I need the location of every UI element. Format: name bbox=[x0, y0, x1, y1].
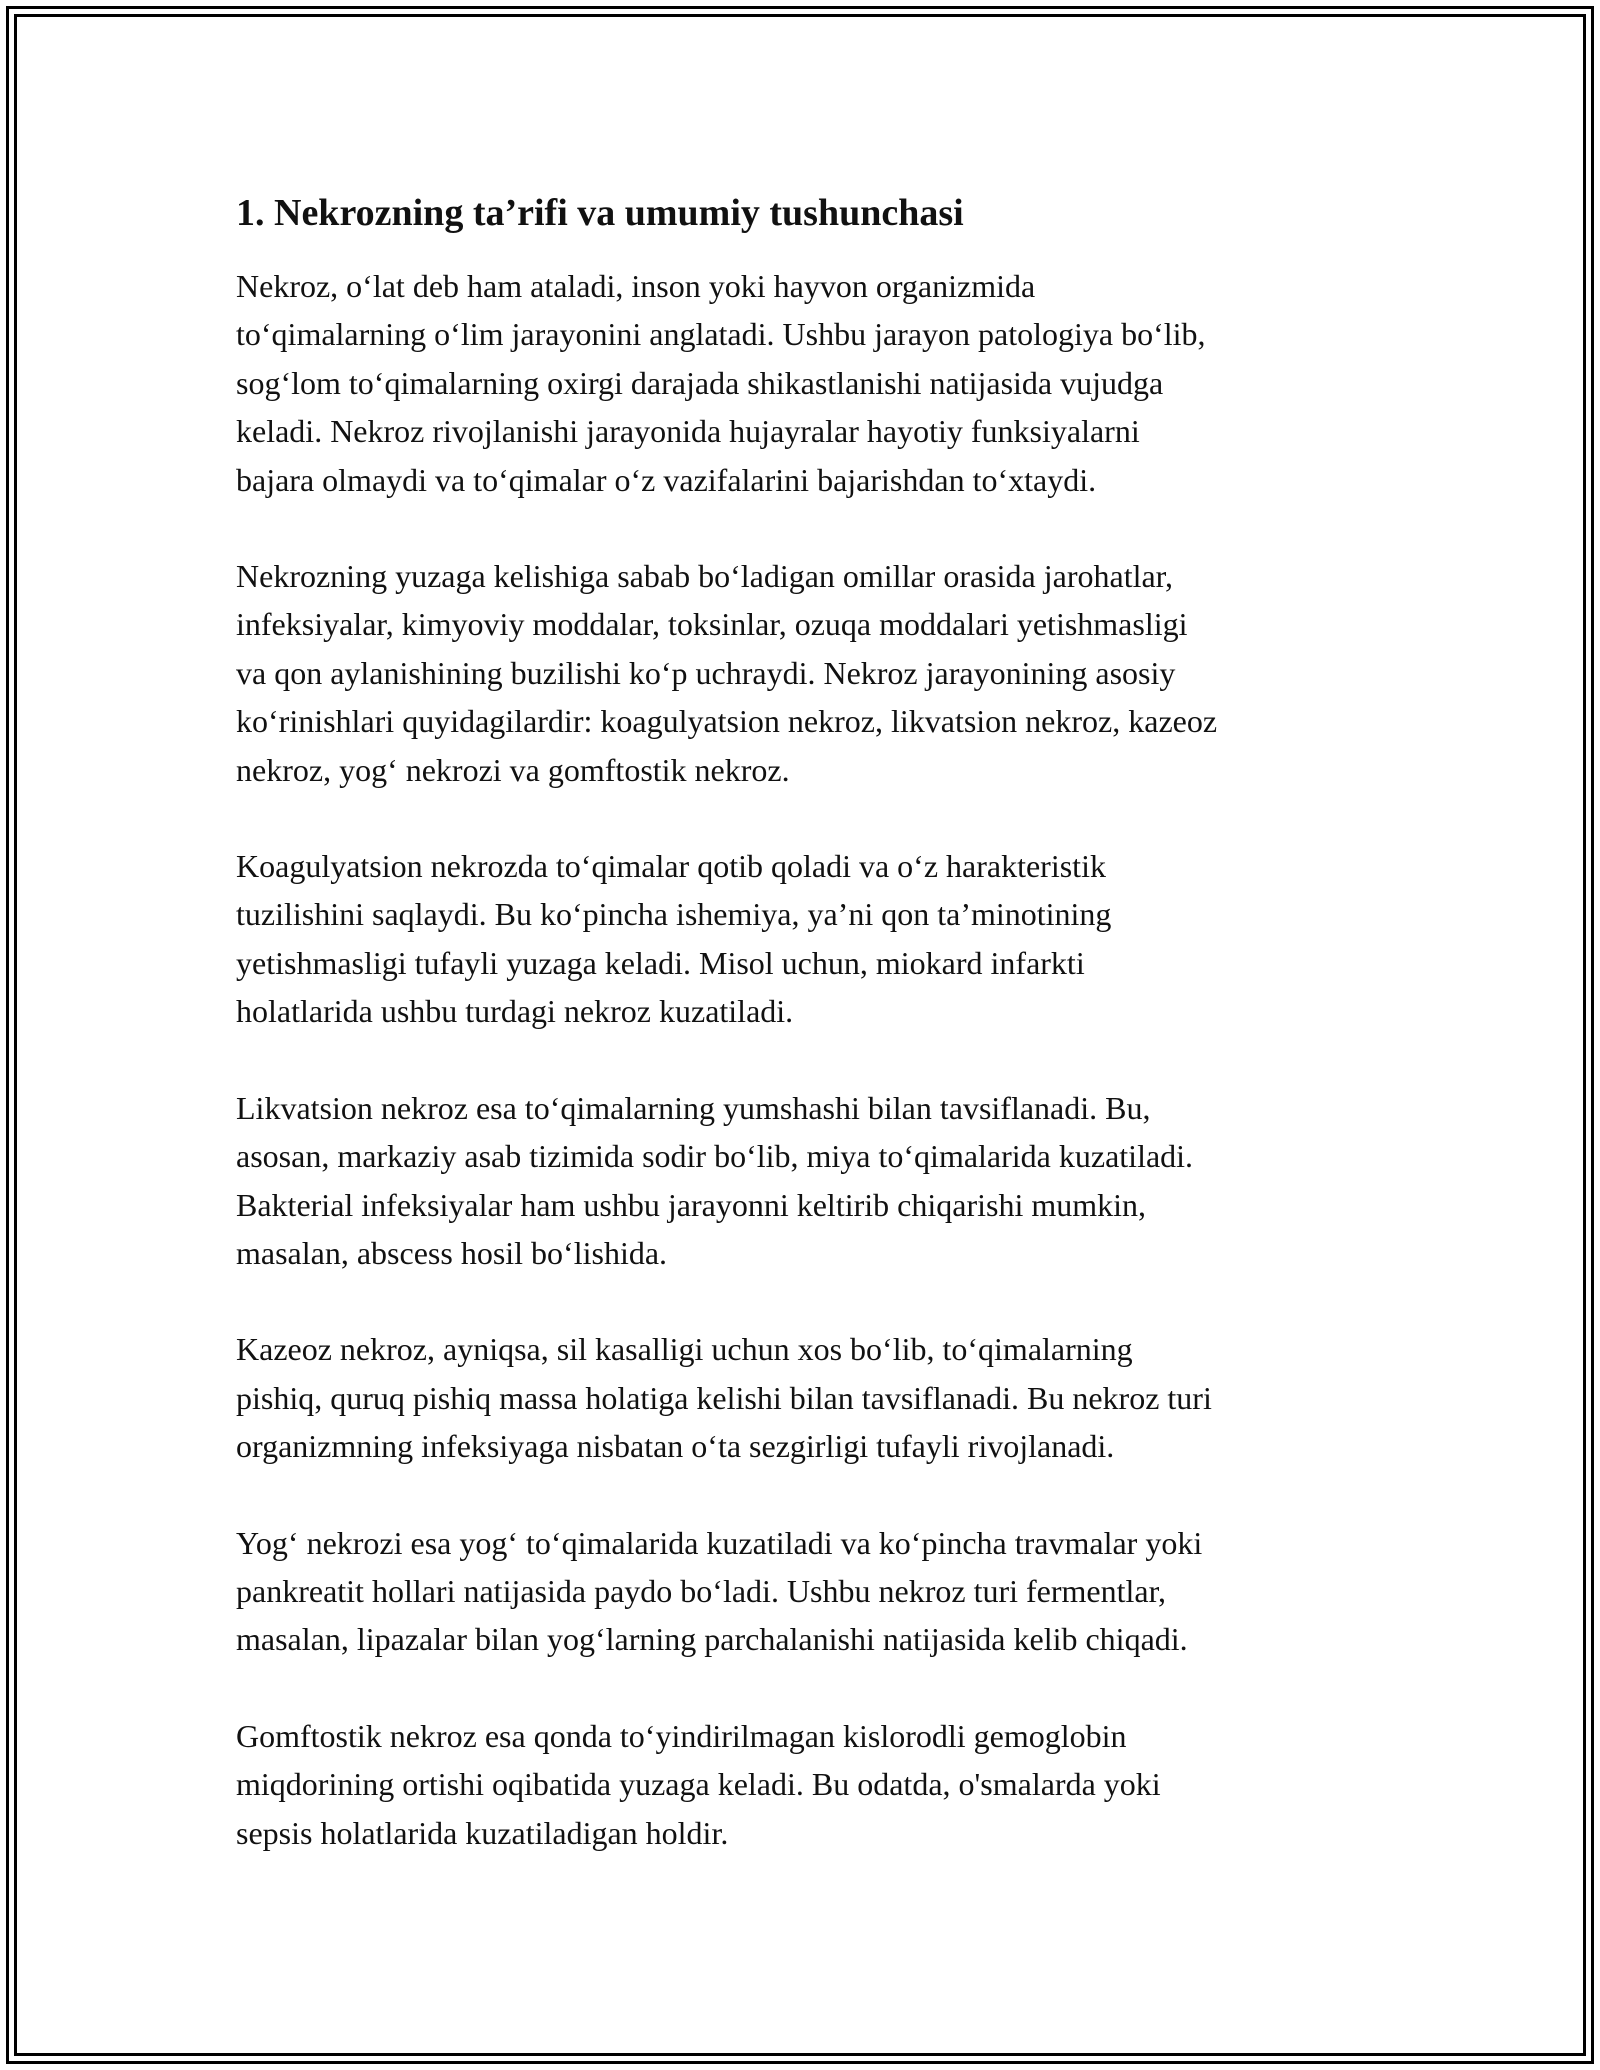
text-line: Nekroz, o‘lat deb ham ataladi, inson yoki hayvon organizmida bbox=[236, 268, 1036, 304]
text-line: sog‘lom to‘qimalarning oxirgi darajada shikastlanishi natijasida vujudga bbox=[236, 364, 1164, 401]
text-line: sepsis holatlarida kuzatiladigan holdir. bbox=[236, 1814, 729, 1851]
text-line: infeksiyalar, kimyoviy moddalar, toksinlar, ozuqa moddalari yetishmasligi bbox=[236, 606, 1188, 643]
text-line: keladi. Nekroz rivojlanishi jarayonida hujayralar hayotiy funksiyalarni bbox=[236, 413, 1140, 450]
text-line: Yog‘ nekrozi esa yog‘ to‘qimalarida kuzatiladi va ko‘pincha travmalar yoki bbox=[236, 1524, 1203, 1561]
paragraph-coagulative bbox=[236, 842, 1376, 1036]
paragraph-definition bbox=[236, 262, 1376, 504]
text-line: Likvatsion nekroz esa to‘qimalarning yumshashi bilan tavsiflanadi. Bu, bbox=[236, 1089, 1151, 1126]
text-line: masalan, lipazalar bilan yog‘larning parchalanishi natijasida kelib chiqadi. bbox=[236, 1621, 1188, 1658]
text-line: Kazeoz nekroz, ayniqsa, sil kasalligi uchun xos bo‘lib, to‘qimalarning bbox=[236, 1331, 1133, 1368]
text-line: Bakterial infeksiyalar ham ushbu jarayonni keltirib chiqarishi mumkin, bbox=[236, 1186, 1146, 1223]
text-line: tuzilishini saqlaydi. Bu ko‘pincha ishemiya, ya’ni qon ta’minotining bbox=[236, 896, 1112, 933]
text-line: to‘qimalarning o‘lim jarayonini anglatadi. Ushbu jarayon patologiya bo‘lib, bbox=[236, 316, 1206, 353]
text-line: masalan, abscess hosil bo‘lishida. bbox=[236, 1234, 668, 1271]
text-line: nekroz, yog‘ nekrozi va gomftostik nekroz. bbox=[236, 751, 790, 788]
text-line: pankreatit hollari natijasida paydo bo‘ladi. Ushbu nekroz turi fermentlar, bbox=[236, 1572, 1166, 1609]
paragraph-liquefactive bbox=[236, 1084, 1376, 1278]
paragraph-gomftostic bbox=[236, 1712, 1376, 1857]
paragraph-caseous bbox=[236, 1325, 1376, 1470]
text-line: Koagulyatsion nekrozda to‘qimalar qotib qoladi va o‘z harakteristik bbox=[236, 848, 1106, 885]
text-line: ko‘rinishlari quyidagilardir: koagulyatsion nekroz, likvatsion nekroz, kazeoz bbox=[236, 703, 1218, 740]
text-line: va qon aylanishining buzilishi ko‘p uchraydi. Nekroz jarayonining asosiy bbox=[236, 654, 1176, 691]
document-body bbox=[236, 180, 1376, 1857]
text-line: bajara olmaydi va to‘qimalar o‘z vazifalarini bajarishdan to‘xtaydi. bbox=[236, 461, 1097, 498]
text-line: Nekrozning yuzaga kelishiga sabab bo‘ladigan omillar orasida jarohatlar, bbox=[236, 558, 1174, 595]
text-line: miqdorining ortishi oqibatida yuzaga keladi. Bu odatda, o'smalarda yoki bbox=[236, 1766, 1161, 1803]
paragraph-causes bbox=[236, 552, 1376, 794]
text-line: asosan, markaziy asab tizimida sodir bo‘lib, miya to‘qimalarida kuzatiladi. bbox=[236, 1138, 1194, 1175]
text-line: Gomftostik nekroz esa qonda to‘yindirilmagan kislorodli gemoglobin bbox=[236, 1717, 1127, 1754]
text-line: yetishmasligi tufayli yuzaga keladi. Misol uchun, miokard infarkti bbox=[236, 944, 1085, 981]
text-line: holatlarida ushbu turdagi nekroz kuzatiladi. bbox=[236, 993, 794, 1030]
paragraph-fat-necrosis bbox=[236, 1519, 1376, 1664]
text-line: organizmning infeksiyaga nisbatan o‘ta sezgirligi tufayli rivojlanadi. bbox=[236, 1428, 1115, 1465]
text-line: pishiq, quruq pishiq massa holatiga kelishi bilan tavsiflanadi. Bu nekroz turi bbox=[236, 1379, 1212, 1416]
section-heading: 1. Nekrozning ta’rifi va umumiy tushunchasi bbox=[236, 192, 964, 234]
